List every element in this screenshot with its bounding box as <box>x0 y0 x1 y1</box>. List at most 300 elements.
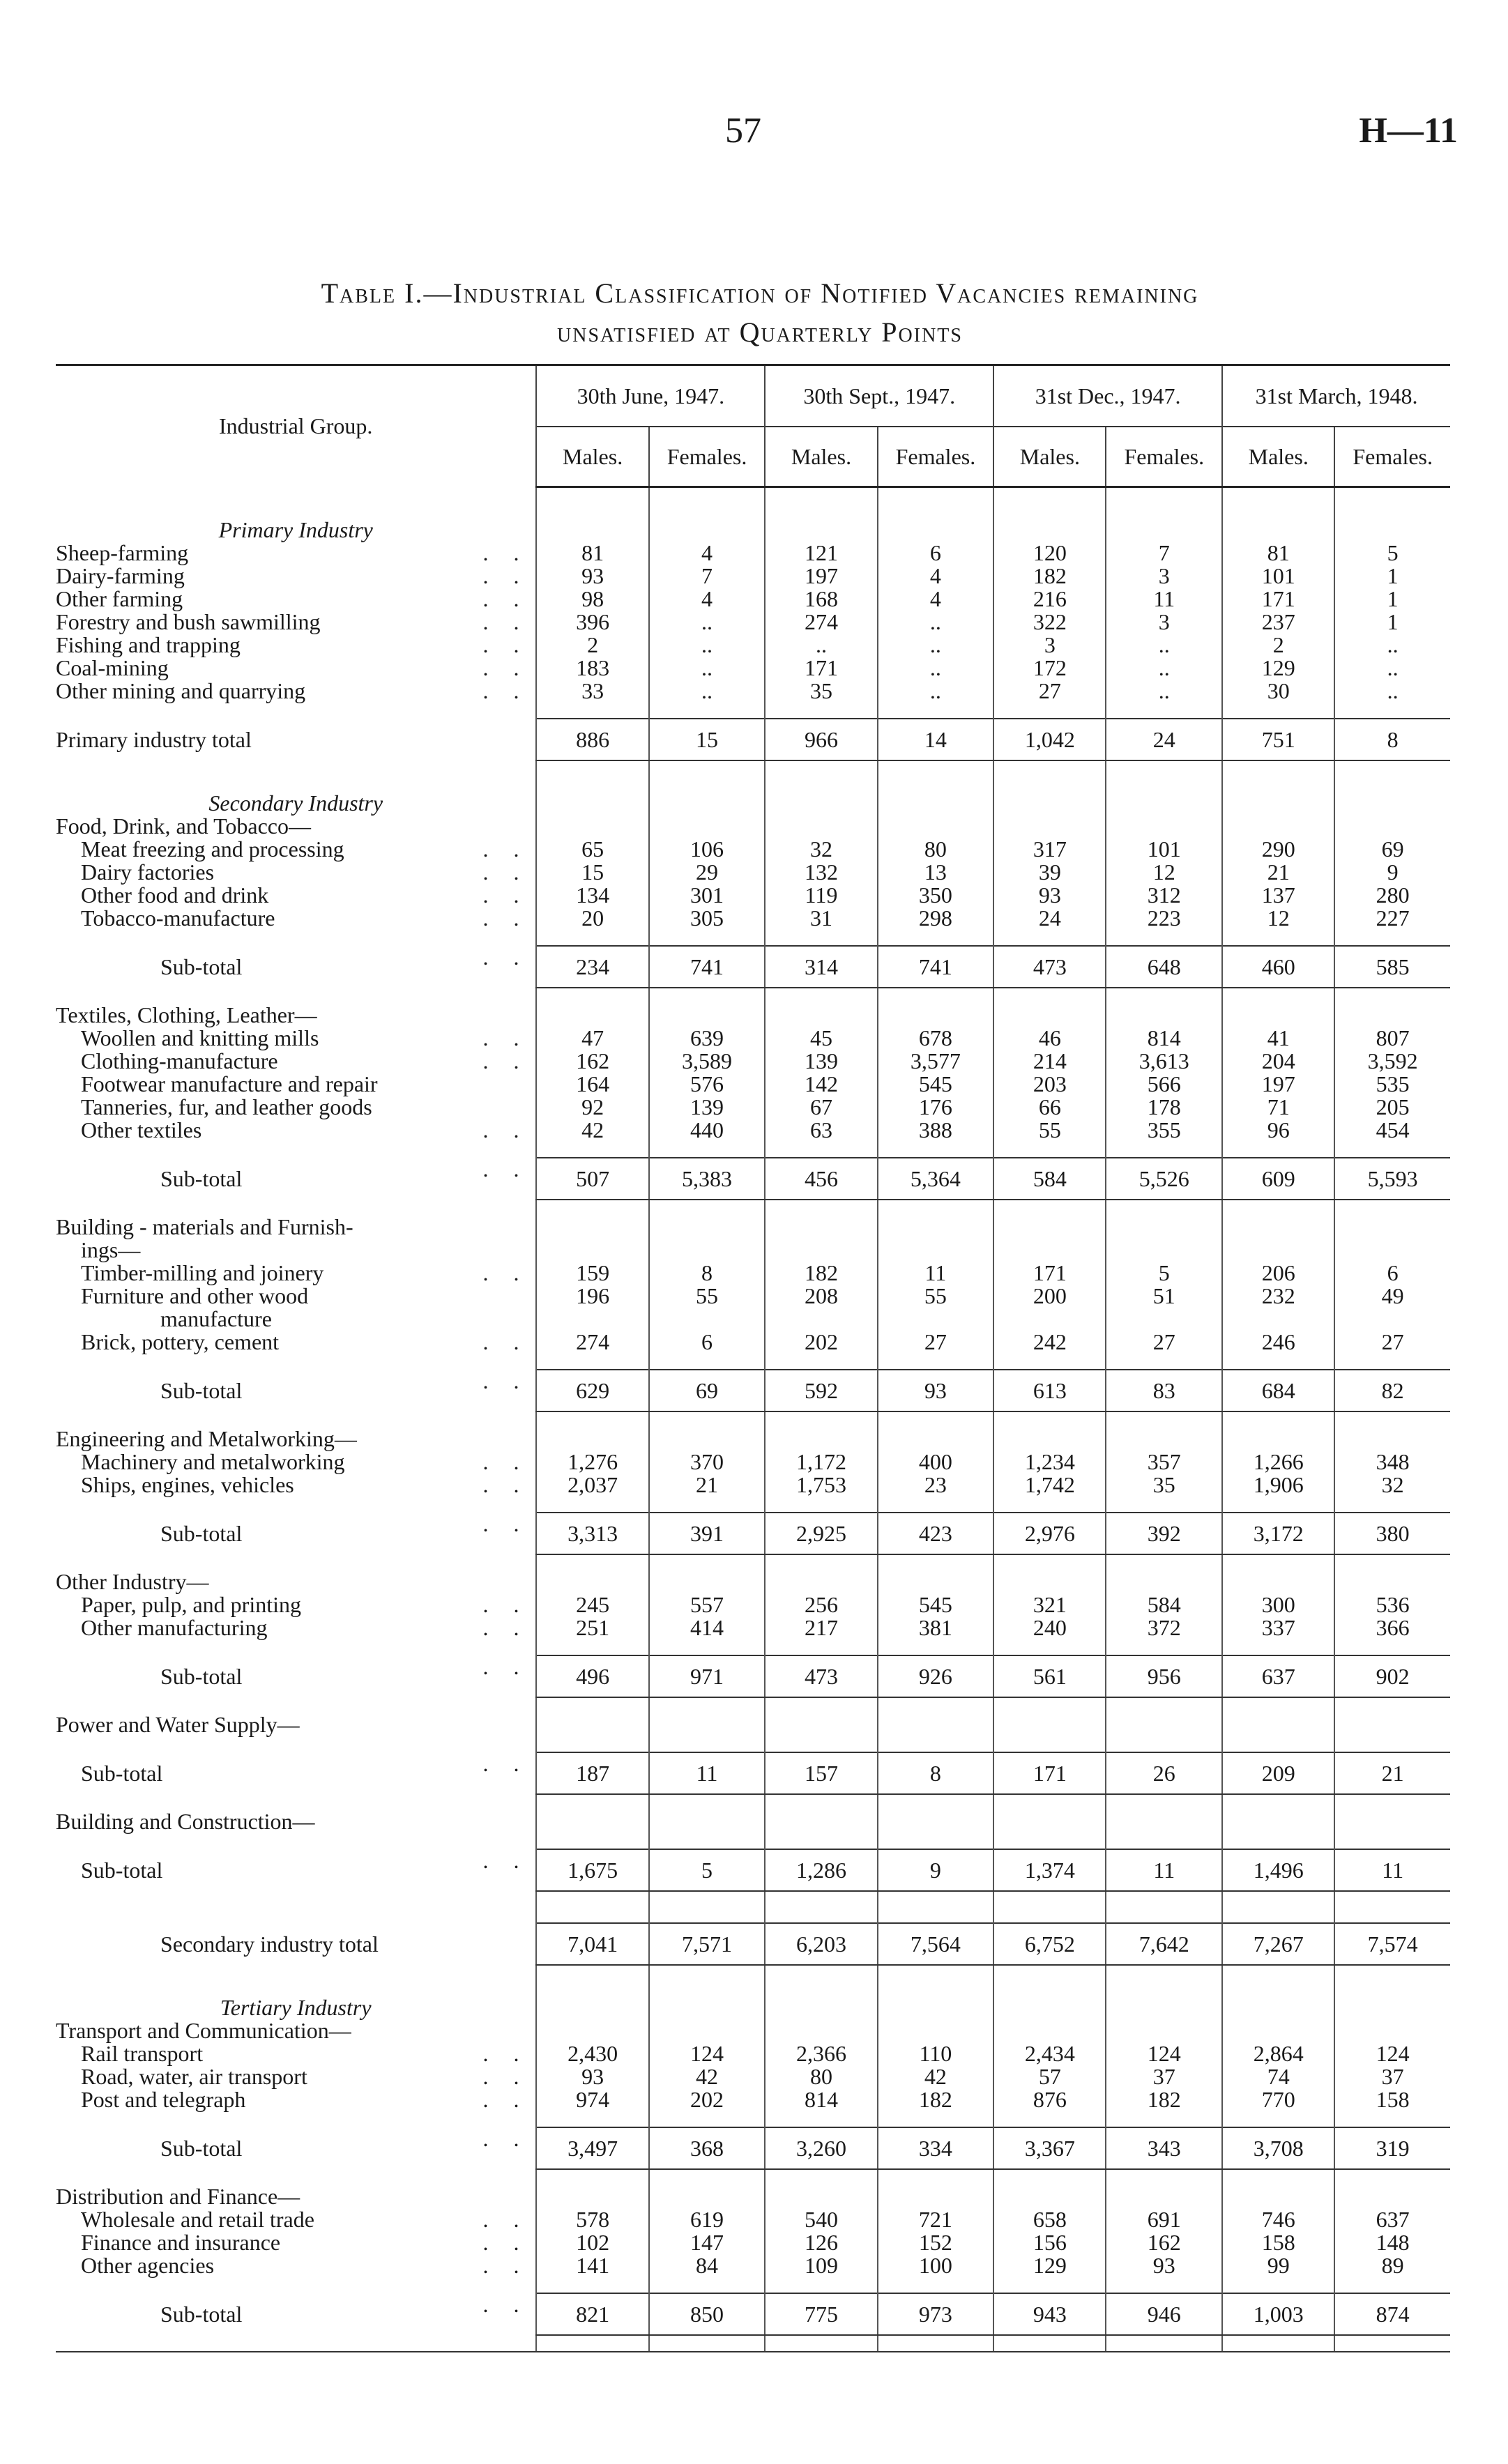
row-label: Secondary industry total <box>160 1931 379 1957</box>
table-row <box>56 884 1450 907</box>
row-label-cell <box>56 1096 536 1119</box>
table-cell: 876 <box>993 2088 1106 2111</box>
row-label-cell <box>56 1810 536 1833</box>
table-row <box>56 1027 1450 1050</box>
table-row <box>56 1451 1450 1474</box>
table-cell: 137 <box>1222 884 1334 907</box>
spacer-cell <box>878 760 994 776</box>
table-cell: 27 <box>878 1331 994 1354</box>
table-title-line2: unsatisfied at Quarterly Points <box>557 316 963 348</box>
table-row <box>56 588 1450 611</box>
row-label: Transport and Communication— <box>56 2018 351 2043</box>
spacer-cell <box>536 1833 648 1849</box>
table-cell <box>1334 1239 1450 1262</box>
table-cell: 89 <box>1334 2254 1450 2277</box>
table-cell: 92 <box>536 1096 648 1119</box>
spacer-cell <box>765 1736 877 1752</box>
spacer-cell <box>993 2277 1106 2293</box>
table-cell: 245 <box>536 1593 648 1616</box>
table-cell: 350 <box>878 884 994 907</box>
row-label: Other Industry— <box>56 1569 209 1594</box>
subtotal-row <box>56 1513 1450 1554</box>
table-cell <box>1222 1428 1334 1451</box>
table-cell <box>1222 2019 1334 2042</box>
table-cell <box>536 792 648 815</box>
spacer-cell <box>993 1981 1106 1996</box>
table-cell: 274 <box>536 1331 648 1354</box>
table-row <box>56 1474 1450 1497</box>
table-cell: 5 <box>1334 542 1450 565</box>
spacer-cell <box>536 2169 648 2185</box>
table-cell: 55 <box>993 1119 1106 1142</box>
row-label-cell <box>56 1216 536 1239</box>
subtotal-row <box>56 719 1450 760</box>
row-label-cell <box>56 1308 536 1331</box>
table-cell <box>993 1216 1106 1239</box>
row-label: Sub-total <box>160 1165 243 1191</box>
spacer-cell <box>56 1981 536 1996</box>
table-cell: 545 <box>878 1073 994 1096</box>
table-cell: 874 <box>1334 2293 1450 2335</box>
table-cell: 208 <box>765 1285 877 1308</box>
table-cell: 3,367 <box>993 2127 1106 2169</box>
row-label: Tobacco-manufacture <box>81 905 275 931</box>
table-cell: 381 <box>878 1616 994 1639</box>
table-cell <box>536 1713 648 1736</box>
row-label: Other mining and quarrying <box>56 678 306 703</box>
row-label-cell <box>56 1370 536 1411</box>
spacer-cell <box>993 1833 1106 1849</box>
table-cell: 2,434 <box>993 2042 1106 2065</box>
leader-dots: . . <box>482 1472 529 1497</box>
spacer-cell <box>1222 760 1334 776</box>
row-label: Primary industry total <box>56 726 252 752</box>
table-cell: 496 <box>536 1655 648 1697</box>
spacer-cell <box>993 1639 1106 1655</box>
spacer-cell <box>1222 930 1334 946</box>
table-cell: 1,042 <box>993 719 1106 760</box>
spacer-row <box>56 487 1450 504</box>
table-cell: 440 <box>649 1119 766 1142</box>
table-cell: 83 <box>1106 1370 1222 1411</box>
table-cell: 6 <box>649 1331 766 1354</box>
row-label-cell <box>56 1285 536 1308</box>
table-cell: 400 <box>878 1451 994 1474</box>
spacer-cell <box>536 760 648 776</box>
spacer-cell <box>1334 1965 1450 1981</box>
spacer-cell <box>1222 1497 1334 1513</box>
spacer-cell <box>765 988 877 1004</box>
spacer-cell <box>993 487 1106 504</box>
spacer-row <box>56 1200 1450 1216</box>
table-cell <box>649 1308 766 1331</box>
table-cell: 619 <box>649 2208 766 2231</box>
table-cell: 206 <box>1222 1262 1334 1285</box>
table-cell: 6,203 <box>765 1923 877 1965</box>
spacer-row <box>56 1142 1450 1158</box>
table-cell: 202 <box>765 1331 877 1354</box>
row-label: Primary Industry <box>218 517 373 542</box>
column-header-males: Males. <box>536 427 648 487</box>
table-row <box>56 2254 1450 2277</box>
row-label-cell <box>56 611 536 634</box>
table-cell: 93 <box>536 565 648 588</box>
table-cell: 5,593 <box>1334 1158 1450 1200</box>
row-label: Food, Drink, and Tobacco— <box>56 813 311 839</box>
table-cell: 101 <box>1106 838 1222 861</box>
table-cell: 3 <box>1106 611 1222 634</box>
row-label-cell <box>56 1616 536 1639</box>
row-label-cell <box>56 2127 536 2169</box>
spacer-row <box>56 1639 1450 1655</box>
spacer-cell <box>56 1891 536 1907</box>
leader-dots: . . <box>482 655 529 680</box>
row-label: Dairy-farming <box>56 563 185 588</box>
spacer-cell <box>1106 930 1222 946</box>
table-cell <box>765 792 877 815</box>
leader-dots: . . <box>482 1048 529 1073</box>
column-header-period: 31st March, 1948. <box>1222 365 1450 427</box>
spacer-cell <box>993 1142 1106 1158</box>
spacer-cell <box>765 2335 877 2352</box>
table-cell: 423 <box>878 1513 994 1554</box>
table-cell <box>1106 1308 1222 1331</box>
table-title-line1: Table I.—Industrial Classification of Notified Vacancies remaining <box>321 277 1199 309</box>
spacer-cell <box>56 1354 536 1370</box>
spacer-cell <box>765 1907 877 1923</box>
row-label: Other agencies <box>81 2253 215 2278</box>
row-label: Building - materials and Furnish- <box>56 1214 353 1239</box>
table-row <box>56 1331 1450 1354</box>
table-cell: 27 <box>1106 1331 1222 1354</box>
table-cell: 129 <box>1222 657 1334 680</box>
table-cell: 536 <box>1334 1593 1450 1616</box>
leader-dots: . . <box>482 2087 529 2112</box>
table-cell <box>1334 2185 1450 2208</box>
spacer-cell <box>1334 2111 1450 2127</box>
table-cell: 23 <box>878 1474 994 1497</box>
table-cell: 124 <box>1334 2042 1450 2065</box>
spacer-cell <box>1222 1736 1334 1752</box>
spacer-cell <box>765 930 877 946</box>
table-cell: 9 <box>878 1849 994 1891</box>
table-cell: 49 <box>1334 1285 1450 1308</box>
table-cell: 14 <box>878 719 994 760</box>
table-cell: 1,742 <box>993 1474 1106 1497</box>
table-cell: 240 <box>993 1616 1106 1639</box>
table-cell: 11 <box>1106 588 1222 611</box>
leader-dots: . . <box>482 1449 529 1474</box>
table-cell: 171 <box>1222 588 1334 611</box>
table-cell <box>1222 1216 1334 1239</box>
spacer-row <box>56 1354 1450 1370</box>
spacer-cell <box>56 1697 536 1713</box>
column-header-period: 30th June, 1947. <box>536 365 765 427</box>
table-cell: 751 <box>1222 719 1334 760</box>
row-label: Sub-total <box>160 2301 243 2327</box>
spacer-cell <box>649 503 766 519</box>
table-cell: 13 <box>878 861 994 884</box>
group-heading-row <box>56 1713 1450 1736</box>
row-label: Clothing-manufacture <box>81 1048 278 1073</box>
table-cell: 4 <box>649 588 766 611</box>
table-cell: 182 <box>765 1262 877 1285</box>
table-cell <box>536 2019 648 2042</box>
table-cell: 7,571 <box>649 1923 766 1965</box>
table-cell: 42 <box>536 1119 648 1142</box>
spacer-cell <box>765 487 877 504</box>
spacer-cell <box>1222 1639 1334 1655</box>
spacer-cell <box>765 1891 877 1907</box>
table-cell <box>878 1308 994 1331</box>
spacer-cell <box>1222 1142 1334 1158</box>
row-label: Sub-total <box>160 1663 243 1689</box>
row-label: Woollen and knitting mills <box>81 1025 319 1050</box>
table-cell <box>536 1996 648 2019</box>
row-label-cell <box>56 1331 536 1354</box>
spacer-cell <box>993 1411 1106 1428</box>
table-cell: 93 <box>536 2065 648 2088</box>
table-cell: 171 <box>993 1262 1106 1285</box>
spacer-row <box>56 1497 1450 1513</box>
group-heading-row <box>56 1428 1450 1451</box>
table-cell: 850 <box>649 2293 766 2335</box>
table-cell: 209 <box>1222 1752 1334 1794</box>
spacer-cell <box>1334 2335 1450 2352</box>
table-cell: 392 <box>1106 1513 1222 1554</box>
table-cell: 203 <box>993 1073 1106 1096</box>
leader-dots: . . <box>482 1368 529 1393</box>
table-cell: 126 <box>765 2231 877 2254</box>
table-cell <box>1334 519 1450 542</box>
spacer-cell <box>536 1907 648 1923</box>
table-cell: 746 <box>1222 2208 1334 2231</box>
table-cell <box>1222 792 1334 815</box>
spacer-cell <box>56 776 536 792</box>
table-cell <box>1334 1810 1450 1833</box>
subtotal-row <box>56 946 1450 988</box>
leader-dots: . . <box>482 2292 529 2317</box>
spacer-cell <box>1334 1794 1450 1810</box>
table-row <box>56 634 1450 657</box>
table-cell: 9 <box>1334 861 1450 884</box>
table-cell: 2,925 <box>765 1513 877 1554</box>
row-label: Timber-milling and joinery <box>81 1260 324 1285</box>
table-cell: 473 <box>993 946 1106 988</box>
table-cell: 65 <box>536 838 648 861</box>
table-cell <box>1334 1570 1450 1593</box>
table-cell: 21 <box>649 1474 766 1497</box>
spacer-cell <box>56 1200 536 1216</box>
table-cell: 5,383 <box>649 1158 766 1200</box>
spacer-cell <box>56 503 536 519</box>
spacer-cell <box>649 1981 766 1996</box>
column-header-males: Males. <box>993 427 1106 487</box>
spacer-cell <box>993 1697 1106 1713</box>
spacer-cell <box>993 1736 1106 1752</box>
table-cell: 232 <box>1222 1285 1334 1308</box>
table-cell: 926 <box>878 1655 994 1697</box>
spacer-cell <box>765 760 877 776</box>
table-cell <box>1106 519 1222 542</box>
leader-dots: . . <box>482 859 529 885</box>
table-cell: 300 <box>1222 1593 1334 1616</box>
table-cell: 322 <box>993 611 1106 634</box>
leader-dots: . . <box>482 1592 529 1617</box>
spacer-row <box>56 1891 1450 1907</box>
table-cell: 246 <box>1222 1331 1334 1354</box>
table-cell <box>649 2185 766 2208</box>
spacer-cell <box>649 1411 766 1428</box>
leader-dots: . . <box>482 1654 529 1679</box>
row-label: Other manufacturing <box>81 1615 268 1640</box>
table-cell: 99 <box>1222 2254 1334 2277</box>
table-cell: 69 <box>1334 838 1450 861</box>
table-cell <box>536 1004 648 1027</box>
table-cell: 3,708 <box>1222 2127 1334 2169</box>
table-cell <box>649 1810 766 1833</box>
spacer-cell <box>536 1891 648 1907</box>
table-cell: 473 <box>765 1655 877 1697</box>
table-cell: 237 <box>1222 611 1334 634</box>
table-cell: 973 <box>878 2293 994 2335</box>
table-cell: 585 <box>1334 946 1450 988</box>
table-cell <box>993 792 1106 815</box>
table-cell: 380 <box>1334 1513 1450 1554</box>
spacer-cell <box>649 1200 766 1216</box>
table-cell <box>993 2185 1106 2208</box>
table-cell: 81 <box>1222 542 1334 565</box>
table-cell: 139 <box>649 1096 766 1119</box>
spacer-cell <box>993 703 1106 719</box>
table-cell: 290 <box>1222 838 1334 861</box>
row-label-cell <box>56 1027 536 1050</box>
table-cell: 678 <box>878 1027 994 1050</box>
spacer-cell <box>536 2335 648 2352</box>
table-cell <box>1106 1713 1222 1736</box>
spacer-cell <box>1222 1981 1334 1996</box>
spacer-cell <box>649 776 766 792</box>
subtotal-row <box>56 1849 1450 1891</box>
row-label: Coal-mining <box>56 655 169 680</box>
page-reference: H—11 <box>1359 111 1458 151</box>
table-cell: 3,613 <box>1106 1050 1222 1073</box>
row-label: Furniture and other wood <box>81 1283 309 1308</box>
spacer-cell <box>649 487 766 504</box>
table-cell: 93 <box>878 1370 994 1411</box>
table-row <box>56 2065 1450 2088</box>
table-cell: 216 <box>993 588 1106 611</box>
spacer-cell <box>878 1554 994 1570</box>
row-label-cell <box>56 542 536 565</box>
table-cell: 11 <box>1334 1849 1450 1891</box>
table-cell <box>765 1570 877 1593</box>
table-cell: 368 <box>649 2127 766 2169</box>
table-cell: 2,976 <box>993 1513 1106 1554</box>
table-cell: 3,592 <box>1334 1050 1450 1073</box>
table-cell: 2,864 <box>1222 2042 1334 2065</box>
table-cell <box>1222 1308 1334 1331</box>
table-cell <box>1222 1239 1334 1262</box>
row-label-cell <box>56 2208 536 2231</box>
table-cell <box>993 1996 1106 2019</box>
spacer-cell <box>1106 487 1222 504</box>
table-cell <box>649 519 766 542</box>
table-cell: 93 <box>993 884 1106 907</box>
table-row <box>56 1073 1450 1096</box>
column-header-males: Males. <box>1222 427 1334 487</box>
table-cell: 639 <box>649 1027 766 1050</box>
spacer-cell <box>765 1639 877 1655</box>
spacer-cell <box>1334 1907 1450 1923</box>
spacer-cell <box>878 487 994 504</box>
spacer-cell <box>649 703 766 719</box>
row-label-cell <box>56 1513 536 1554</box>
leader-dots: . . <box>482 2126 529 2151</box>
table-cell: 37 <box>1334 2065 1450 2088</box>
table-cell: 182 <box>1106 2088 1222 2111</box>
table-cell: 312 <box>1106 884 1222 907</box>
table-cell: 5,364 <box>878 1158 994 1200</box>
table-cell <box>649 1004 766 1027</box>
group-heading-row <box>56 1308 1450 1331</box>
table-cell: 21 <box>1222 861 1334 884</box>
table-cell: 57 <box>993 2065 1106 2088</box>
row-label-cell <box>56 815 536 838</box>
table-row <box>56 907 1450 930</box>
table-cell: 80 <box>765 2065 877 2088</box>
table-cell: 35 <box>765 680 877 703</box>
row-label: Power and Water Supply— <box>56 1712 300 1737</box>
spacer-cell <box>878 1907 994 1923</box>
spacer-cell <box>993 2169 1106 2185</box>
table-cell <box>649 1428 766 1451</box>
row-label: Sub-total <box>160 1377 243 1403</box>
table-cell <box>649 1216 766 1239</box>
spacer-cell <box>1106 1497 1222 1513</box>
table-cell: 814 <box>765 2088 877 2111</box>
column-header-period: 30th Sept., 1947. <box>765 365 993 427</box>
row-label-cell <box>56 1713 536 1736</box>
table-cell: 217 <box>765 1616 877 1639</box>
table-row <box>56 611 1450 634</box>
table-cell: 20 <box>536 907 648 930</box>
table-cell: 148 <box>1334 2231 1450 2254</box>
table-row <box>56 2042 1450 2065</box>
spacer-cell <box>649 1142 766 1158</box>
spacer-cell <box>1106 1411 1222 1428</box>
spacer-cell <box>649 1497 766 1513</box>
table-cell: 11 <box>878 1262 994 1285</box>
spacer-cell <box>1106 1354 1222 1370</box>
spacer-cell <box>878 703 994 719</box>
spacer-cell <box>878 1981 994 1996</box>
table-cell: 1,675 <box>536 1849 648 1891</box>
table-cell <box>649 1570 766 1593</box>
spacer-cell <box>1222 988 1334 1004</box>
table-cell <box>878 2019 994 2042</box>
table-row <box>56 2088 1450 2111</box>
spacer-row <box>56 776 1450 792</box>
table-cell: 317 <box>993 838 1106 861</box>
table-cell: 966 <box>765 719 877 760</box>
row-label: Other food and drink <box>81 882 269 908</box>
table-cell: 31 <box>765 907 877 930</box>
table-cell: 280 <box>1334 884 1450 907</box>
table-cell: 592 <box>765 1370 877 1411</box>
table-cell: 7 <box>649 565 766 588</box>
row-label-cell <box>56 1570 536 1593</box>
